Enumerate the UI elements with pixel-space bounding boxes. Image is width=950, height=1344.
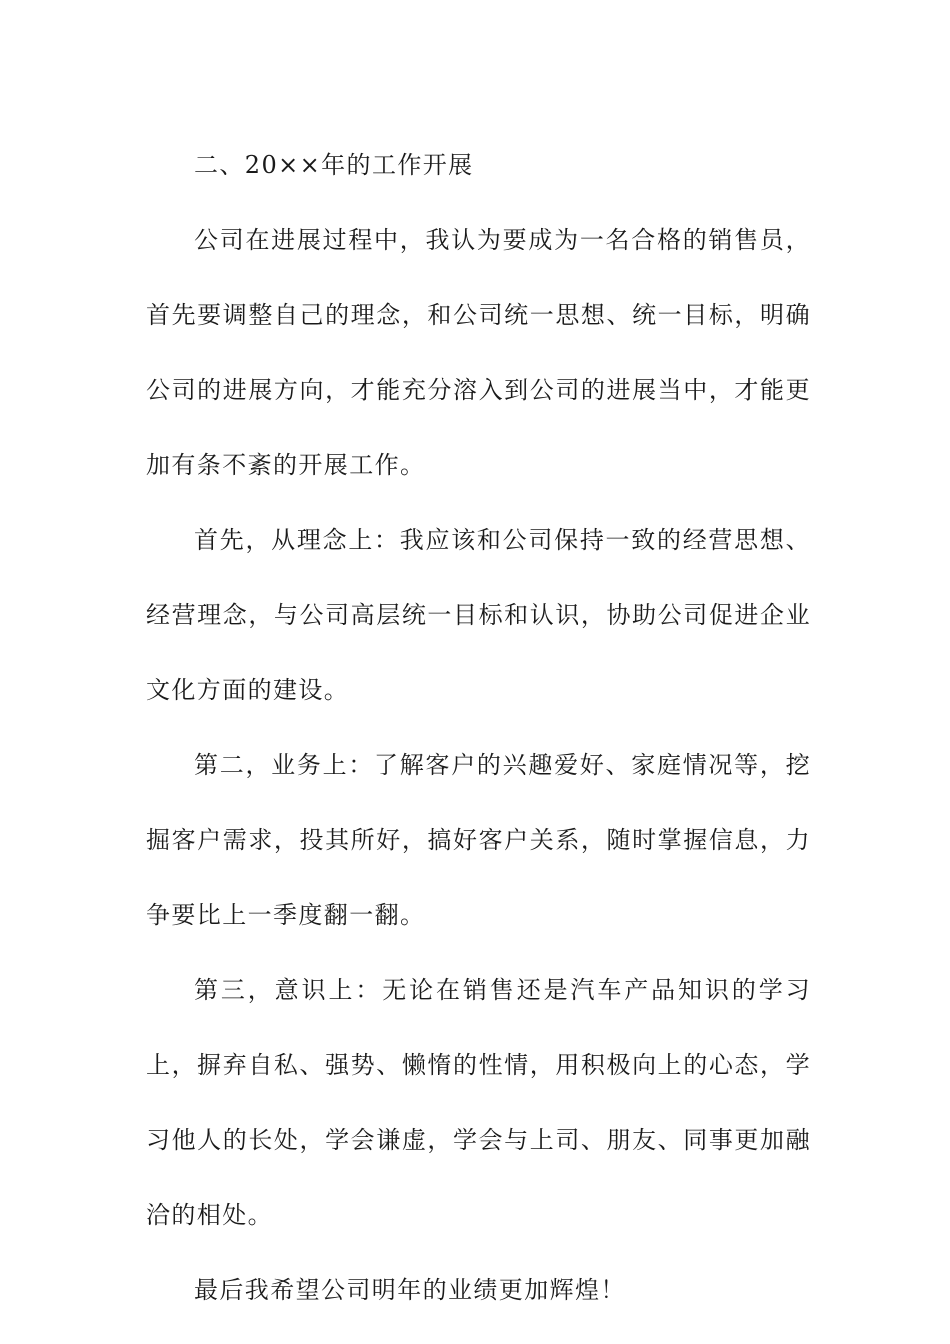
paragraph-concept: 首先，从理念上：我应该和公司保持一致的经营思想、经营理念，与公司高层统一目标和认识，协助公司促进企业文化方面的建设。 [146,526,811,704]
paragraph-business: 第二，业务上：了解客户的兴趣爱好、家庭情况等，挖掘客户需求，投其所好，搞好客户关系，随时掌握信息，力争要比上一季度翻一翻。 [146,751,811,929]
document-body [146,128,811,1328]
paragraph-intro: 公司在进展过程中，我认为要成为一名合格的销售员，首先要调整自己的理念，和公司统一思想、统一目标，明确公司的进展方向，才能充分溶入到公司的进展当中，才能更加有条不紊的开展工作。 [146,226,811,479]
paragraph-awareness: 第三，意识上：无论在销售还是汽车产品知识的学习上，摒弃自私、强势、懒惰的性情，用积极向上的心态，学习他人的长处，学会谦虚，学会与上司、朋友、同事更加融洽的相处。 [146,976,811,1229]
paragraph-closing: 最后我希望公司明年的业绩更加辉煌！ [194,1276,626,1304]
section-heading: 二、20××年的工作开展 [194,151,474,179]
